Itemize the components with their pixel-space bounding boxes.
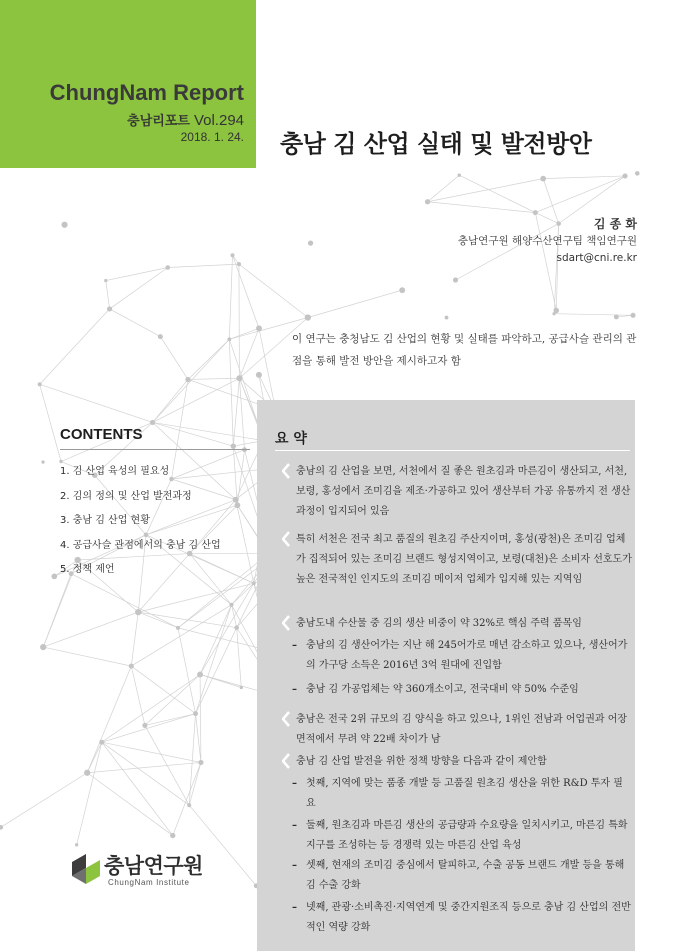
author-email[interactable]: sdart@cni.re.kr xyxy=(556,252,637,264)
summary-bullet-text: 특히 서천은 전국 최고 품질의 원초김 주산지이며, 홍성(광천)은 조미김 업체가 집적되어 있는 조미김 브랜드 형성지역이고, 보령(대천)은 소비자 선호도가 높은 전국적인 인지도의 조미김 메이저 업체가 입지해 있는 지역임 xyxy=(296,534,632,585)
network-line xyxy=(229,328,259,339)
summary-bullet-text: 충남의 김 산업을 보면, 서천에서 질 좋은 원초김과 마른김이 생산되고, 서천, 보령, 홍성에서 조미김을 제조·가공하고 있어 생산부터 가공 유통까지 전 생산과정이 입지되어 있음 xyxy=(296,466,631,517)
network-line xyxy=(102,675,200,743)
network-node xyxy=(198,760,203,765)
dash-marker: – xyxy=(292,778,297,789)
dash-marker: – xyxy=(292,640,297,651)
network-node xyxy=(170,833,175,838)
network-line xyxy=(40,384,61,461)
intro-paragraph: 이 연구는 충청남도 김 산업의 현황 및 실태를 파악하고, 공급사슬 관리의 관점을 통해 발전 방안을 제시하고자 함 xyxy=(292,333,637,367)
institute-name-english: ChungNam Institute xyxy=(108,878,190,887)
network-node xyxy=(165,265,170,270)
network-line xyxy=(102,742,189,805)
summary-bullet-text: 충남은 전국 2위 규모의 김 양식을 하고 있으나, 1위인 전남과 어업권과 어장 면적에서 무려 약 22배 차이가 남 xyxy=(296,714,628,745)
report-name-korean: 충남리포트 xyxy=(127,114,190,129)
network-node xyxy=(185,377,190,382)
network-line xyxy=(237,628,242,688)
network-line xyxy=(200,583,254,674)
network-node xyxy=(237,262,241,266)
network-node xyxy=(84,770,90,776)
institute-logo-icon xyxy=(70,852,102,886)
institute-name-korean: 충남연구원 xyxy=(104,854,203,878)
network-node xyxy=(142,723,147,728)
network-node xyxy=(631,313,636,318)
chevron-left-icon xyxy=(282,531,290,547)
network-line xyxy=(110,309,161,337)
network-node xyxy=(635,171,640,176)
network-node xyxy=(0,825,3,830)
network-node xyxy=(399,287,405,293)
summary-sub-bullet xyxy=(292,680,632,700)
network-node xyxy=(41,460,44,463)
contents-item[interactable]: 4. 공급사슬 관점에서의 충남 김 산업 xyxy=(60,539,221,551)
network-node xyxy=(425,199,430,204)
contents-item[interactable]: 1. 김 산업 육성의 필요성 xyxy=(60,466,170,477)
network-line xyxy=(236,500,254,584)
summary-bullet-text: 충남 김 산업 발전을 위한 정책 방향을 다음과 같이 제안함 xyxy=(296,756,547,767)
summary-bullet xyxy=(282,614,634,634)
contents-item[interactable]: 2. 김의 정의 및 산업 발전과정 xyxy=(60,490,192,502)
contents-item[interactable]: 5. 정책 제언 xyxy=(60,564,115,575)
dash-marker: – xyxy=(292,902,297,913)
network-node xyxy=(99,740,104,745)
network-line xyxy=(189,714,195,806)
network-line xyxy=(138,583,254,612)
network-line xyxy=(188,339,229,379)
network-node xyxy=(533,210,538,215)
summary-bullet xyxy=(282,710,634,750)
network-node xyxy=(458,174,461,177)
network-line xyxy=(102,742,201,762)
chevron-left-icon xyxy=(282,615,290,631)
network-line xyxy=(43,647,131,666)
network-node xyxy=(187,803,191,807)
network-node xyxy=(104,279,107,282)
network-node xyxy=(305,314,311,320)
institute-logo xyxy=(70,850,210,900)
network-node xyxy=(234,502,240,508)
summary-bullet xyxy=(282,462,634,522)
network-line xyxy=(233,446,237,505)
network-line xyxy=(173,762,201,835)
dash-marker: – xyxy=(292,820,297,831)
network-line xyxy=(145,725,189,805)
network-line xyxy=(138,612,178,628)
network-line xyxy=(87,773,173,836)
network-line xyxy=(233,255,260,328)
network-node xyxy=(61,222,67,228)
report-header-panel xyxy=(0,0,256,168)
network-line xyxy=(543,176,625,179)
summary-bullet xyxy=(282,752,634,772)
summary-sub-bullet-text: 충남의 김 생산어가는 지난 해 245어가로 매년 감소하고 있으나, 생산어가의 가구당 소득은 2016년 3억 원대에 진입함 xyxy=(306,640,628,671)
network-line xyxy=(106,281,110,309)
network-node xyxy=(614,314,619,319)
network-line xyxy=(168,264,239,267)
network-line xyxy=(40,309,110,384)
summary-sub-bullet-text: 셋째, 현재의 조미김 중심에서 탈피하고, 수출 공동 브랜드 개발 등을 통해 김 수출 강화 xyxy=(306,860,625,891)
network-node xyxy=(107,306,112,311)
network-node xyxy=(236,375,242,381)
network-line xyxy=(428,179,544,202)
page-title: 충남 김 산업 실태 및 발전방안 xyxy=(280,130,592,158)
network-line xyxy=(239,264,308,317)
summary-sub-bullet-text: 충남 김 가공업체는 약 360개소이고, 전국대비 약 50% 수준임 xyxy=(306,684,579,695)
network-node xyxy=(308,240,313,245)
network-line xyxy=(87,762,201,772)
summary-sub-bullet xyxy=(292,856,632,896)
summary-sub-bullet xyxy=(292,816,632,856)
network-line xyxy=(229,339,233,446)
network-line xyxy=(43,612,138,647)
network-node xyxy=(176,626,180,630)
network-line xyxy=(40,384,153,422)
network-node xyxy=(233,497,239,503)
summary-sub-bullet xyxy=(292,636,632,676)
network-line xyxy=(178,628,196,714)
network-line xyxy=(153,422,234,446)
summary-sub-bullet xyxy=(292,774,632,814)
network-line xyxy=(77,742,102,845)
chevron-left-icon xyxy=(282,463,290,479)
summary-sub-bullet xyxy=(292,898,632,938)
network-node xyxy=(227,337,231,341)
network-line xyxy=(308,290,402,317)
network-line xyxy=(196,605,232,714)
network-line xyxy=(229,255,232,339)
network-node xyxy=(622,173,627,178)
network-line xyxy=(153,378,240,422)
contents-divider xyxy=(60,449,250,450)
report-name: ChungNam Report xyxy=(49,80,244,105)
network-node xyxy=(150,420,155,425)
author-block xyxy=(458,216,637,267)
network-line xyxy=(131,612,138,666)
report-issue xyxy=(127,110,244,129)
network-node xyxy=(240,686,243,689)
network-node xyxy=(256,372,262,378)
author-name: 김 종 화 xyxy=(593,217,637,231)
network-line xyxy=(87,666,131,773)
contents-heading: CONTENTS xyxy=(60,426,143,443)
network-line xyxy=(1,773,87,828)
network-node xyxy=(158,334,163,339)
network-line xyxy=(237,450,244,506)
author-affiliation: 충남연구원 해양수산연구팀 책임연구원 xyxy=(457,235,637,247)
report-date: 2018. 1. 24. xyxy=(180,130,244,144)
network-line xyxy=(459,175,535,212)
network-node xyxy=(229,603,233,607)
dash-marker: – xyxy=(292,684,297,695)
network-node xyxy=(453,277,458,282)
summary-divider xyxy=(275,450,630,451)
network-node xyxy=(231,253,235,257)
network-line xyxy=(428,175,460,202)
network-node xyxy=(38,382,42,386)
network-node xyxy=(256,325,262,331)
chevron-left-icon xyxy=(282,711,290,727)
network-line xyxy=(131,605,231,666)
dash-marker: – xyxy=(292,860,297,871)
network-line xyxy=(160,337,188,380)
network-line xyxy=(196,714,201,763)
chevron-left-icon xyxy=(282,753,290,769)
network-node xyxy=(129,664,134,669)
network-node xyxy=(445,316,449,320)
network-node xyxy=(51,574,57,580)
summary-sub-bullet-text: 첫째, 지역에 맞는 품종 개발 등 고품질 원초김 생산을 위한 R&D 투자 필요 xyxy=(306,778,623,809)
summary-sub-bullet-text: 둘째, 원초김과 마른김 생산의 공급량과 수요량을 일치시키고, 마른김 특화지구를 조성하는 등 경쟁력 있는 마른김 산업 육성 xyxy=(306,820,628,851)
summary-bullet xyxy=(282,530,634,590)
network-line xyxy=(145,714,196,726)
summary-sub-bullet-text: 넷째, 관광·소비촉진·지역연계 및 중간지원조직 등으로 충남 김 산업의 전반적인 역량 강화 xyxy=(306,902,631,933)
network-line xyxy=(200,675,201,763)
network-line xyxy=(102,714,196,743)
contents-item[interactable]: 3. 충남 김 산업 현황 xyxy=(60,515,150,526)
network-node xyxy=(234,625,239,630)
contents-list xyxy=(60,460,221,583)
network-node xyxy=(252,581,256,585)
network-node xyxy=(135,609,141,615)
network-node xyxy=(40,644,46,650)
network-node xyxy=(193,711,198,716)
network-line xyxy=(87,742,102,773)
report-volume: Vol.294 xyxy=(193,112,244,129)
summary-heading: 요 약 xyxy=(275,431,307,447)
network-node xyxy=(75,843,78,846)
network-node xyxy=(552,312,555,315)
network-line xyxy=(428,202,536,213)
network-line xyxy=(188,378,239,379)
network-line xyxy=(232,605,237,628)
network-line xyxy=(153,379,188,422)
network-node xyxy=(540,176,546,182)
network-line xyxy=(554,314,633,316)
network-node xyxy=(197,672,203,678)
summary-bullet-text: 충남도내 수산물 중 김의 생산 비중이 약 32%로 핵심 주력 품목임 xyxy=(296,618,582,629)
